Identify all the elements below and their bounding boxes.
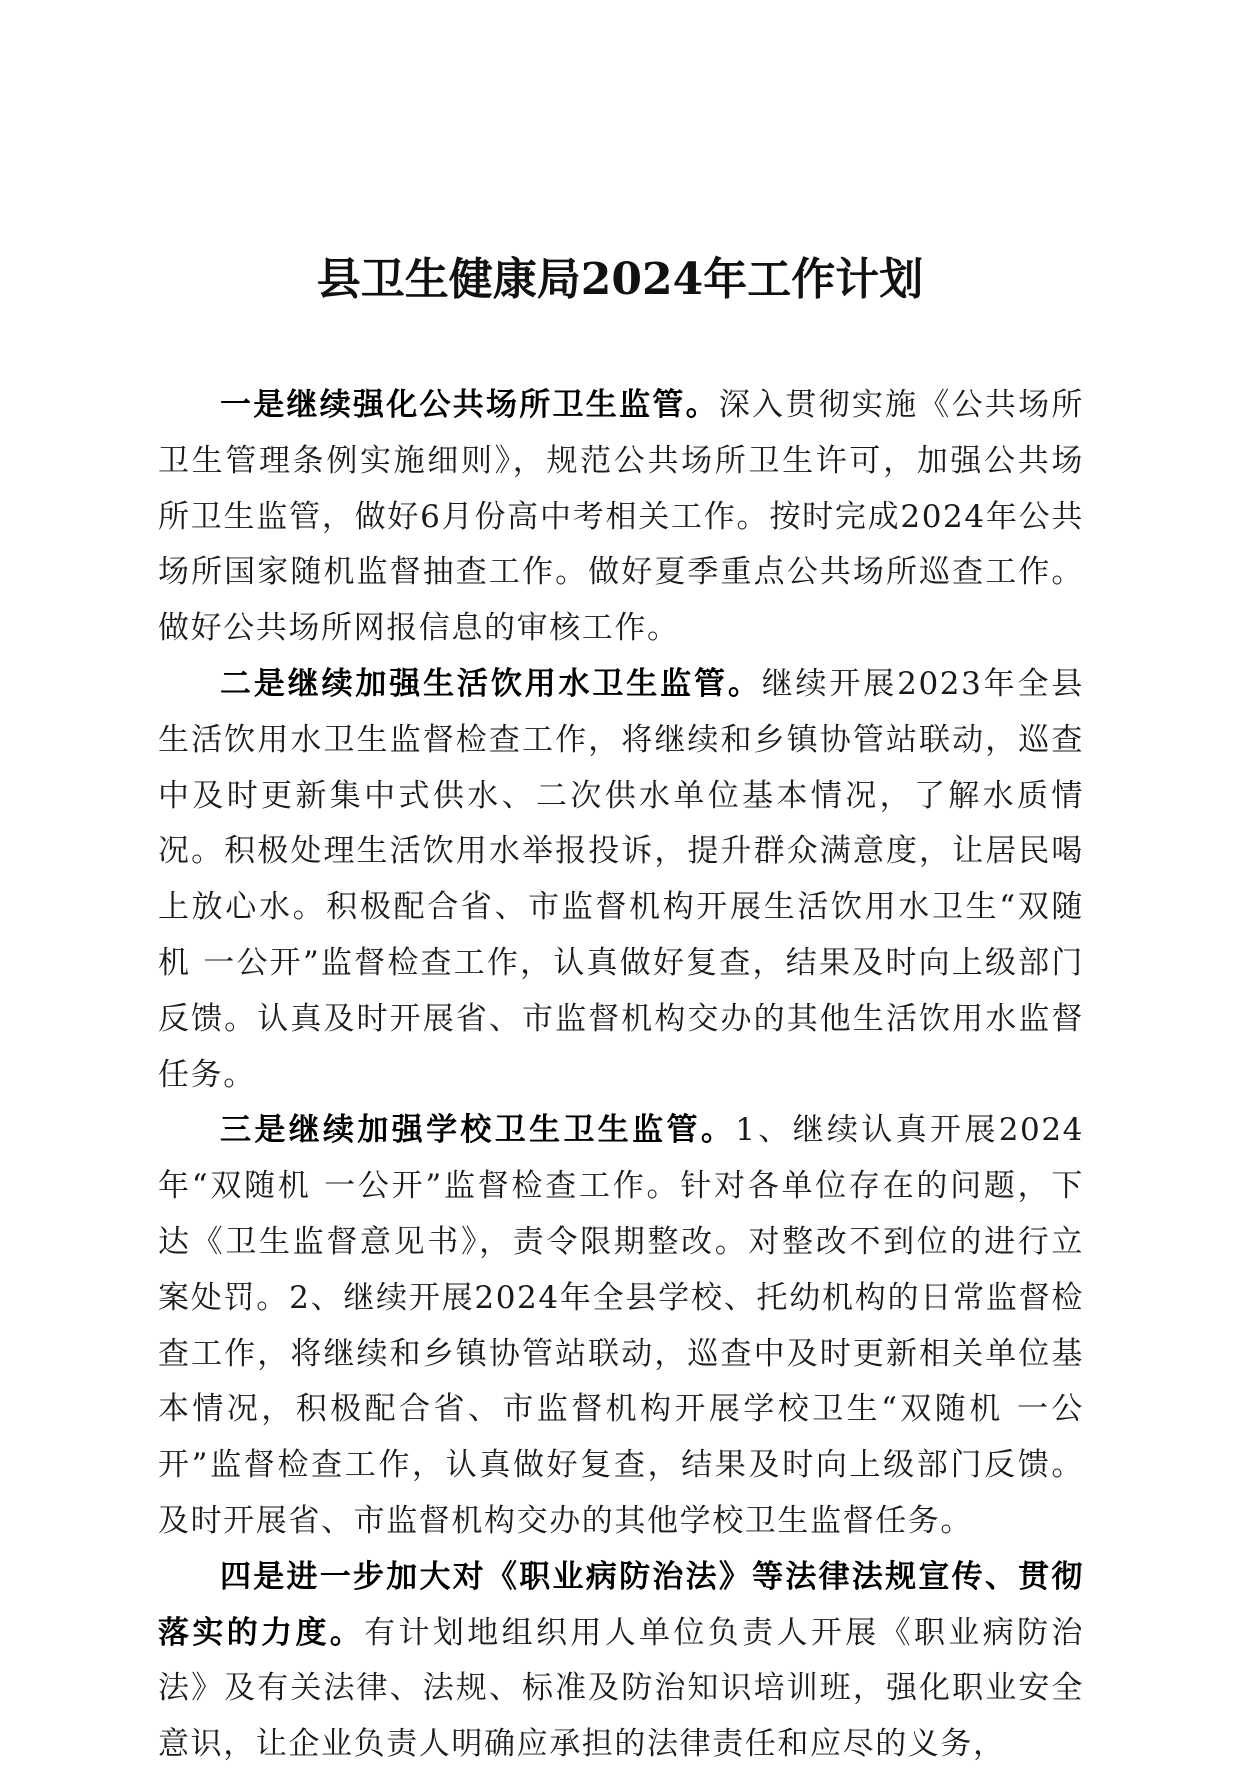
paragraph-school-health (158, 1103, 1084, 1549)
paragraph-lead: 三是继续加强学校卫生卫生监管。 (220, 1112, 736, 1149)
paragraph-lead: 四是进一步加大对《职业病防治法》等法律法规宣传、贯彻落实的力度。 (158, 1558, 1084, 1651)
paragraph-text: 有计划地组织用人单位负责人开展《职业病防治法》及有关法律、法规、标准及防治知识培训班，强化职业安全意识，让企业负责人明确应承担的法律责任和应尽的义务， (158, 1614, 1084, 1763)
paragraph-public-places (158, 378, 1084, 657)
paragraph-text: 1、继续认真开展2024年“双随机 一公开”监督检查工作。针对各单位存在的问题，下达《卫生监督意见书》，责令限期整改。对整改不到位的进行立案处罚。2、继续开展2024年全县学校、托幼机构的日常监督检查工作，将继续和乡镇协管站联动，巡查中及时更新相关单位基本情况，积极配合省、市监督机构开展学校卫生“双随机 一公开”监督检查工作，认真做好复查，结果及时向上级部门反馈。及时开展省、市监督机构交办的其他学校卫生监督任务。 (158, 1112, 1084, 1539)
paragraph-lead: 二是继续加强生活饮用水卫生监管。 (220, 665, 762, 702)
paragraph-text: 深入贯彻实施《公共场所卫生管理条例实施细则》，规范公共场所卫生许可，加强公共场所卫生监管，做好6月份高中考相关工作。按时完成2024年公共场所国家随机监督抽查工作。做好夏季重点公共场所巡查工作。做好公共场所网报信息的审核工作。 (158, 387, 1084, 647)
paragraph-drinking-water (158, 657, 1084, 1103)
paragraph-text: 继续开展2023年全县生活饮用水卫生监督检查工作，将继续和乡镇协管站联动，巡查中及时更新集中式供水、二次供水单位基本情况，了解水质情况。积极处理生活饮用水举报投诉，提升群众满意度，让居民喝上放心水。积极配合省、市监督机构开展生活饮用水卫生“双随机 一公开”监督检查工作，认真做好复查，结果及时向上级部门反馈。认真及时开展省、市监督机构交办的其他生活饮用水监督任务。 (158, 665, 1084, 1093)
document-body (158, 378, 1084, 1773)
paragraph-occupational-disease (158, 1550, 1084, 1773)
paragraph-lead: 一是继续强化公共场所卫生监管。 (220, 387, 719, 423)
page-title: 县卫生健康局2024年工作计划 (316, 254, 924, 305)
